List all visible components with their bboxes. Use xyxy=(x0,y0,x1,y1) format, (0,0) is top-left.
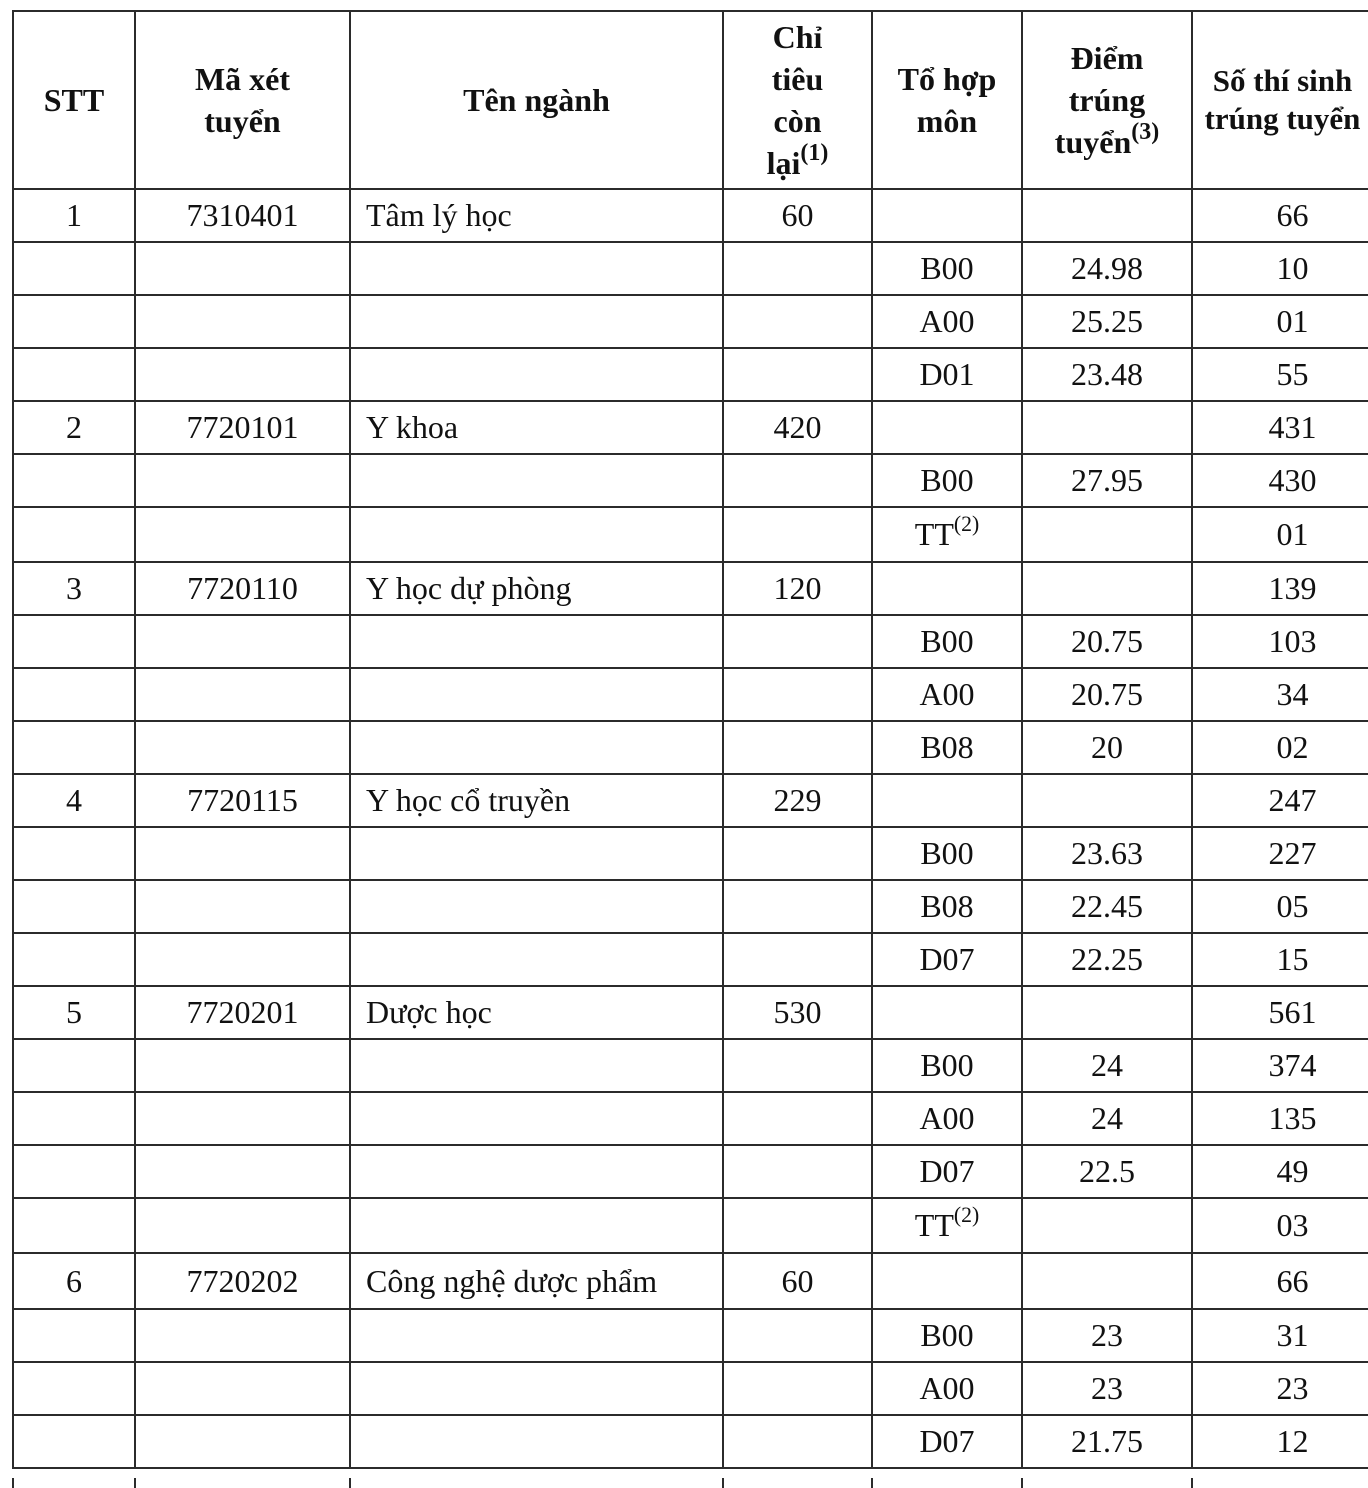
cell-to-hop-mon xyxy=(872,1253,1022,1309)
cell-diem-trung-tuyen: 20 xyxy=(1022,721,1192,774)
table-body xyxy=(13,189,1368,1468)
cell-ten-nganh: Tâm lý học xyxy=(350,189,723,242)
cell-so-thi-sinh: 431 xyxy=(1192,401,1368,454)
cell-stt xyxy=(13,721,135,774)
cell-so-thi-sinh: 247 xyxy=(1192,774,1368,827)
cell-ten-nganh xyxy=(350,1198,723,1253)
header-ma-xet-tuyen: Mã xét tuyển xyxy=(135,11,350,189)
cell-to-hop-mon xyxy=(872,774,1022,827)
cell-chi-tieu xyxy=(723,1309,872,1362)
cell-stt: 5 xyxy=(13,986,135,1039)
cell-chi-tieu xyxy=(723,615,872,668)
cell-ma-xet-tuyen: 7310401 xyxy=(135,189,350,242)
header-ten-nganh: Tên ngành xyxy=(350,11,723,189)
cell-stt: 1 xyxy=(13,189,135,242)
cell-stt xyxy=(13,1198,135,1253)
cell-to-hop-mon: B08 xyxy=(872,721,1022,774)
cell-chi-tieu xyxy=(723,668,872,721)
table-row xyxy=(13,1362,1368,1415)
cell-diem-trung-tuyen: 27.95 xyxy=(1022,454,1192,507)
header-stt: STT xyxy=(13,11,135,189)
cell-ten-nganh xyxy=(350,1415,723,1468)
cell-so-thi-sinh: 139 xyxy=(1192,562,1368,615)
cell-ma-xet-tuyen xyxy=(135,668,350,721)
table-row xyxy=(13,242,1368,295)
table-row xyxy=(13,933,1368,986)
cell-stt xyxy=(13,1415,135,1468)
cell-chi-tieu xyxy=(723,507,872,562)
cell-to-hop-mon: TT$^{(2)}$ xyxy=(872,507,1022,562)
cell-ma-xet-tuyen xyxy=(135,507,350,562)
cell-diem-trung-tuyen: 25.25 xyxy=(1022,295,1192,348)
header-diem-trung-tuyen: Điểm trúng tuyển$^{(3)}$ xyxy=(1022,11,1192,189)
cell-stt xyxy=(13,295,135,348)
cell-chi-tieu xyxy=(723,1145,872,1198)
cell-ten-nganh xyxy=(350,454,723,507)
cell-ten-nganh: Y học dự phòng xyxy=(350,562,723,615)
table-row xyxy=(13,1198,1368,1253)
cell-to-hop-mon: B00 xyxy=(872,615,1022,668)
cell-ma-xet-tuyen xyxy=(135,242,350,295)
cell-chi-tieu xyxy=(723,1039,872,1092)
table-row-major xyxy=(13,189,1368,242)
table-continuation xyxy=(12,1478,1368,1488)
cell-diem-trung-tuyen xyxy=(1022,1198,1192,1253)
cell-so-thi-sinh: 49 xyxy=(1192,1145,1368,1198)
table-row xyxy=(13,1092,1368,1145)
cell-diem-trung-tuyen: 24 xyxy=(1022,1092,1192,1145)
cell-so-thi-sinh: 01 xyxy=(1192,295,1368,348)
cell-so-thi-sinh: 12 xyxy=(1192,1415,1368,1468)
cell-ma-xet-tuyen xyxy=(135,1362,350,1415)
footnote-3: (3) xyxy=(1131,118,1160,145)
cell-so-thi-sinh: 227 xyxy=(1192,827,1368,880)
cell-ten-nganh: Dược học xyxy=(350,986,723,1039)
cell-to-hop-mon: A00 xyxy=(872,295,1022,348)
cell-ma-xet-tuyen: 7720110 xyxy=(135,562,350,615)
cell-ma-xet-tuyen: 7720115 xyxy=(135,774,350,827)
cell-so-thi-sinh: 05 xyxy=(1192,880,1368,933)
cell-stt xyxy=(13,1039,135,1092)
table-row xyxy=(13,1309,1368,1362)
table-row xyxy=(13,880,1368,933)
cell-ten-nganh xyxy=(350,507,723,562)
admissions-table xyxy=(12,10,1368,1469)
cell-stt: 4 xyxy=(13,774,135,827)
cell-diem-trung-tuyen: 23 xyxy=(1022,1309,1192,1362)
cell-ma-xet-tuyen xyxy=(135,1039,350,1092)
table-row-major xyxy=(13,774,1368,827)
table-row xyxy=(13,1039,1368,1092)
cell-stt: 2 xyxy=(13,401,135,454)
cell-to-hop-mon: A00 xyxy=(872,668,1022,721)
header-to-hop-mon: Tổ hợp môn xyxy=(872,11,1022,189)
cell-chi-tieu xyxy=(723,348,872,401)
cell-chi-tieu xyxy=(723,880,872,933)
table-row xyxy=(13,721,1368,774)
cell-chi-tieu xyxy=(723,1415,872,1468)
table-row xyxy=(13,827,1368,880)
table-row-major xyxy=(13,401,1368,454)
cell-ten-nganh xyxy=(350,615,723,668)
cell-chi-tieu: 229 xyxy=(723,774,872,827)
table-row-major xyxy=(13,986,1368,1039)
table-row xyxy=(13,295,1368,348)
cell-chi-tieu xyxy=(723,1362,872,1415)
cell-ma-xet-tuyen xyxy=(135,1415,350,1468)
cell-to-hop-mon: A00 xyxy=(872,1092,1022,1145)
cell-diem-trung-tuyen xyxy=(1022,1253,1192,1309)
cell-chi-tieu xyxy=(723,242,872,295)
cell-so-thi-sinh: 03 xyxy=(1192,1198,1368,1253)
cell-chi-tieu xyxy=(723,933,872,986)
cell-chi-tieu xyxy=(723,827,872,880)
cell-so-thi-sinh: 374 xyxy=(1192,1039,1368,1092)
cell-chi-tieu xyxy=(723,1198,872,1253)
cell-chi-tieu: 530 xyxy=(723,986,872,1039)
cell-stt xyxy=(13,348,135,401)
cell-ten-nganh xyxy=(350,242,723,295)
cell-ten-nganh xyxy=(350,880,723,933)
cell-ma-xet-tuyen xyxy=(135,454,350,507)
cell-diem-trung-tuyen xyxy=(1022,507,1192,562)
cell-diem-trung-tuyen xyxy=(1022,401,1192,454)
cell-so-thi-sinh: 66 xyxy=(1192,189,1368,242)
cell-stt xyxy=(13,827,135,880)
cell-ma-xet-tuyen xyxy=(135,827,350,880)
table-row-major xyxy=(13,562,1368,615)
cell-diem-trung-tuyen: 20.75 xyxy=(1022,668,1192,721)
cell-stt xyxy=(13,507,135,562)
header-row xyxy=(13,11,1368,189)
cell-chi-tieu: 120 xyxy=(723,562,872,615)
cell-ten-nganh xyxy=(350,721,723,774)
cell-stt xyxy=(13,1362,135,1415)
cell-ma-xet-tuyen: 7720201 xyxy=(135,986,350,1039)
footnote-2: (2) xyxy=(953,512,980,537)
cell-diem-trung-tuyen xyxy=(1022,986,1192,1039)
cell-diem-trung-tuyen: 21.75 xyxy=(1022,1415,1192,1468)
footnote-1: (1) xyxy=(800,139,829,166)
cell-ten-nganh: Y khoa xyxy=(350,401,723,454)
cell-ten-nganh xyxy=(350,1362,723,1415)
cell-so-thi-sinh: 01 xyxy=(1192,507,1368,562)
footnote-2: (2) xyxy=(953,1203,980,1228)
cell-so-thi-sinh: 34 xyxy=(1192,668,1368,721)
cell-diem-trung-tuyen: 24 xyxy=(1022,1039,1192,1092)
cell-stt xyxy=(13,615,135,668)
cell-ten-nganh xyxy=(350,295,723,348)
cell-ma-xet-tuyen xyxy=(135,1309,350,1362)
cell-ten-nganh xyxy=(350,1039,723,1092)
cell-diem-trung-tuyen: 24.98 xyxy=(1022,242,1192,295)
cell-chi-tieu xyxy=(723,1092,872,1145)
cell-ma-xet-tuyen xyxy=(135,1092,350,1145)
cell-ma-xet-tuyen xyxy=(135,880,350,933)
table-row xyxy=(13,1145,1368,1198)
cell-to-hop-mon: B00 xyxy=(872,1309,1022,1362)
cell-so-thi-sinh: 135 xyxy=(1192,1092,1368,1145)
cell-chi-tieu xyxy=(723,295,872,348)
cell-stt xyxy=(13,880,135,933)
cell-ten-nganh: Công nghệ dược phẩm xyxy=(350,1253,723,1309)
cell-diem-trung-tuyen: 20.75 xyxy=(1022,615,1192,668)
cell-chi-tieu xyxy=(723,721,872,774)
cell-chi-tieu: 60 xyxy=(723,189,872,242)
cell-ma-xet-tuyen: 7720202 xyxy=(135,1253,350,1309)
cell-so-thi-sinh: 103 xyxy=(1192,615,1368,668)
cell-stt xyxy=(13,454,135,507)
cell-to-hop-mon: D07 xyxy=(872,933,1022,986)
cell-so-thi-sinh: 10 xyxy=(1192,242,1368,295)
table-row xyxy=(13,507,1368,562)
cell-so-thi-sinh: 561 xyxy=(1192,986,1368,1039)
cell-ma-xet-tuyen xyxy=(135,348,350,401)
cell-diem-trung-tuyen: 23 xyxy=(1022,1362,1192,1415)
header-so-thi-sinh: Số thí sinh trúng tuyển xyxy=(1192,11,1368,189)
cell-diem-trung-tuyen: 22.5 xyxy=(1022,1145,1192,1198)
cell-diem-trung-tuyen: 22.25 xyxy=(1022,933,1192,986)
cell-so-thi-sinh: 31 xyxy=(1192,1309,1368,1362)
cell-to-hop-mon xyxy=(872,562,1022,615)
cell-stt xyxy=(13,1092,135,1145)
cell-stt xyxy=(13,933,135,986)
cell-chi-tieu: 420 xyxy=(723,401,872,454)
cell-diem-trung-tuyen xyxy=(1022,774,1192,827)
cell-diem-trung-tuyen: 23.48 xyxy=(1022,348,1192,401)
cell-to-hop-mon xyxy=(872,189,1022,242)
cell-diem-trung-tuyen: 22.45 xyxy=(1022,880,1192,933)
cell-diem-trung-tuyen: 23.63 xyxy=(1022,827,1192,880)
cell-ten-nganh xyxy=(350,348,723,401)
cell-ten-nganh xyxy=(350,933,723,986)
cell-ten-nganh xyxy=(350,1092,723,1145)
table-row-major xyxy=(13,1253,1368,1309)
table-row xyxy=(13,668,1368,721)
cell-ma-xet-tuyen xyxy=(135,615,350,668)
cell-so-thi-sinh: 23 xyxy=(1192,1362,1368,1415)
cell-ma-xet-tuyen xyxy=(135,1145,350,1198)
cell-to-hop-mon: D01 xyxy=(872,348,1022,401)
table-row xyxy=(13,454,1368,507)
cell-ten-nganh xyxy=(350,668,723,721)
cell-ten-nganh: Y học cổ truyền xyxy=(350,774,723,827)
cell-ten-nganh xyxy=(350,827,723,880)
cell-so-thi-sinh: 55 xyxy=(1192,348,1368,401)
cell-diem-trung-tuyen xyxy=(1022,562,1192,615)
cell-stt xyxy=(13,1145,135,1198)
cell-so-thi-sinh: 02 xyxy=(1192,721,1368,774)
cell-diem-trung-tuyen xyxy=(1022,189,1192,242)
cell-to-hop-mon: B00 xyxy=(872,454,1022,507)
cell-to-hop-mon: D07 xyxy=(872,1145,1022,1198)
table-row xyxy=(13,348,1368,401)
cell-so-thi-sinh: 15 xyxy=(1192,933,1368,986)
cell-to-hop-mon: A00 xyxy=(872,1362,1022,1415)
table-row xyxy=(13,1415,1368,1468)
cell-to-hop-mon: B00 xyxy=(872,1039,1022,1092)
cell-to-hop-mon xyxy=(872,401,1022,454)
cell-to-hop-mon: B00 xyxy=(872,242,1022,295)
cell-so-thi-sinh: 66 xyxy=(1192,1253,1368,1309)
cell-ten-nganh xyxy=(350,1309,723,1362)
cell-so-thi-sinh: 430 xyxy=(1192,454,1368,507)
cell-stt: 6 xyxy=(13,1253,135,1309)
table-row xyxy=(13,615,1368,668)
cell-stt xyxy=(13,1309,135,1362)
cell-ma-xet-tuyen xyxy=(135,933,350,986)
cell-ma-xet-tuyen xyxy=(135,721,350,774)
cell-to-hop-mon: TT$^{(2)}$ xyxy=(872,1198,1022,1253)
cell-stt: 3 xyxy=(13,562,135,615)
cell-stt xyxy=(13,668,135,721)
cell-to-hop-mon: B08 xyxy=(872,880,1022,933)
cell-stt xyxy=(13,242,135,295)
cell-to-hop-mon xyxy=(872,986,1022,1039)
cell-ma-xet-tuyen xyxy=(135,1198,350,1253)
cell-ma-xet-tuyen xyxy=(135,295,350,348)
cell-chi-tieu xyxy=(723,454,872,507)
cell-ten-nganh xyxy=(350,1145,723,1198)
cell-ma-xet-tuyen: 7720101 xyxy=(135,401,350,454)
cell-chi-tieu: 60 xyxy=(723,1253,872,1309)
cell-to-hop-mon: D07 xyxy=(872,1415,1022,1468)
cell-to-hop-mon: B00 xyxy=(872,827,1022,880)
header-chi-tieu: Chỉ tiêu còn lại$^{(1)}$ xyxy=(723,11,872,189)
